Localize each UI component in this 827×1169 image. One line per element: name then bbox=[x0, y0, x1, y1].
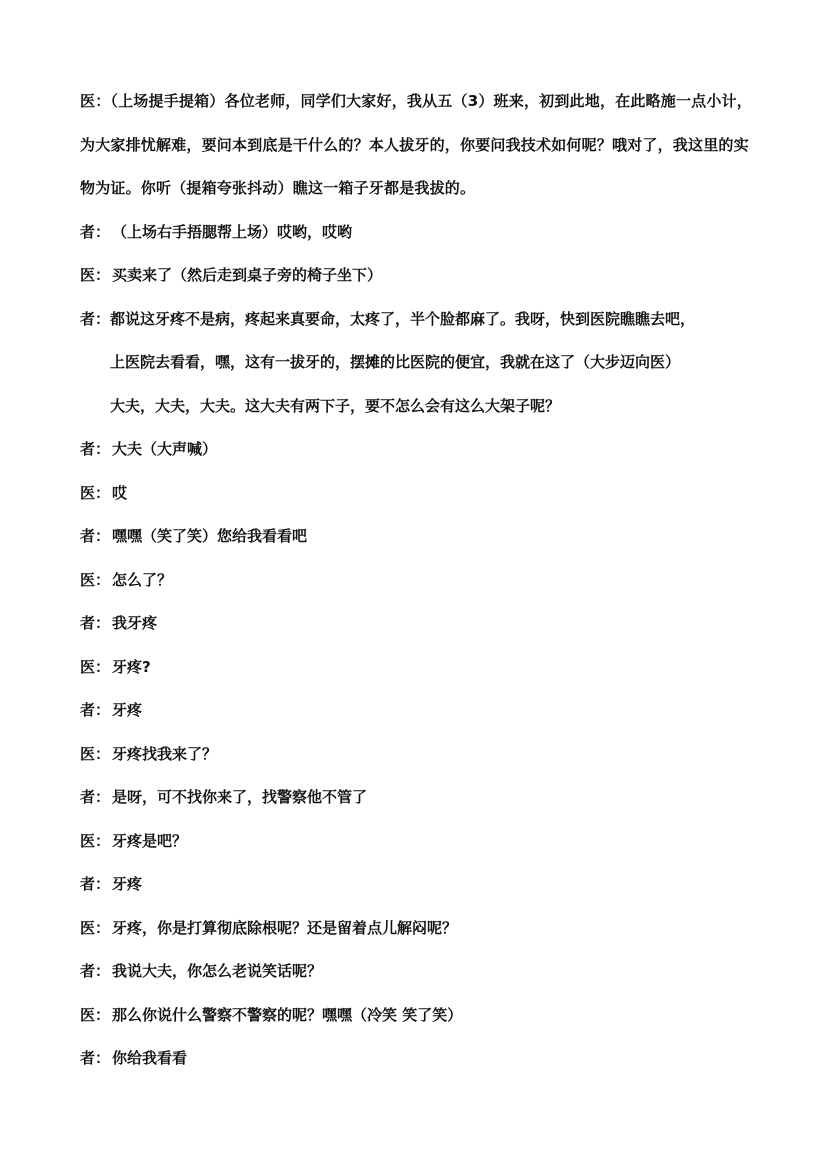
dialogue-line bbox=[80, 863, 760, 907]
speaker-label: 医： bbox=[80, 266, 111, 284]
speaker-label: 者： bbox=[80, 222, 111, 241]
line-text: 牙疼找我来了？ bbox=[112, 744, 218, 763]
speaker-label: 者： bbox=[80, 614, 111, 632]
speaker-label: 者： bbox=[80, 701, 111, 719]
speaker-label: 医： bbox=[80, 744, 111, 763]
line-text: 牙疼是吧？ bbox=[112, 831, 188, 850]
speaker-label: 医： bbox=[80, 1005, 111, 1024]
dialogue-line bbox=[80, 907, 760, 951]
line-text: 牙疼? bbox=[112, 657, 151, 676]
dialogue-line bbox=[80, 298, 760, 342]
speaker-label: 者： bbox=[80, 440, 111, 458]
line-text: 哎 bbox=[112, 483, 128, 502]
dialogue-line bbox=[80, 776, 760, 820]
line-text: 我说大夫，你怎么老说笑话呢？ bbox=[112, 962, 323, 980]
line-text: （上场右手捂腮帮上场）哎哟，哎哟 bbox=[112, 222, 353, 241]
dialogue-line bbox=[80, 559, 760, 603]
line-text: 是呀，可不找你来了，找警察他不管了 bbox=[112, 788, 368, 806]
dialogue-line bbox=[80, 211, 760, 255]
dialogue-line bbox=[80, 646, 760, 690]
speaker-label: 者： bbox=[80, 788, 111, 806]
continuation-line: 大夫，大夫，大夫。这大夫有两下子，要不怎么会有这么大架子呢？ bbox=[110, 396, 561, 415]
speaker-label: 医： bbox=[80, 570, 111, 589]
line-text: （上场提手提箱）各位老师，同学们大家好，我从五（3）班来，初到此地，在此略施一点小计，为大家排忧解难，要问本到底是干什么的？本人拔牙的，你要问我技术如何呢？哦对了，我这里的实物为证。你听（提箱夸张抖动）瞧这一箱子牙都是我拔的。 bbox=[80, 92, 752, 197]
speaker-label: 者： bbox=[80, 309, 111, 328]
speaker-label: 医： bbox=[80, 918, 111, 937]
dialogue-line bbox=[80, 254, 760, 298]
speaker-label: 者： bbox=[80, 962, 111, 980]
dialogue-line bbox=[80, 820, 760, 864]
dialogue-line bbox=[80, 515, 760, 559]
line-text: 嘿嘿（笑了笑）您给我看看吧 bbox=[112, 527, 308, 545]
line-text: 都说这牙疼不是病，疼起来真要命，太疼了，半个脸都麻了。我呀，快到医院瞧瞧去吧， bbox=[110, 309, 696, 328]
line-text: 牙疼，你是打算彻底除根呢？还是留着点儿解闷呢？ bbox=[112, 918, 458, 937]
line-text: 怎么了？ bbox=[112, 570, 173, 589]
speaker-label: 医： bbox=[80, 657, 111, 676]
script-page bbox=[80, 80, 760, 1081]
speaker-label: 医： bbox=[80, 92, 111, 110]
dialogue-line bbox=[80, 602, 760, 646]
line-text: 买卖来了（然后走到桌子旁的椅子坐下） bbox=[112, 266, 383, 284]
dialogue-list bbox=[80, 428, 760, 1081]
line-text: 你给我看看 bbox=[112, 1049, 188, 1067]
continuation-line: 上医院去看看，嘿，这有一拔牙的，摆摊的比医院的便宜，我就在这了（大步迈向医） bbox=[110, 353, 681, 371]
speaker-label: 医： bbox=[80, 483, 111, 502]
opening-paragraph bbox=[80, 80, 760, 211]
dialogue-line bbox=[80, 689, 760, 733]
dialogue-line bbox=[80, 733, 760, 777]
line-text: 牙疼 bbox=[112, 701, 143, 719]
line-text: 大夫（大声喊） bbox=[112, 440, 218, 458]
dialogue-line bbox=[80, 950, 760, 994]
speaker-label: 者： bbox=[80, 527, 111, 545]
line-text: 我牙疼 bbox=[112, 614, 158, 632]
dialogue-line bbox=[80, 428, 760, 472]
dialogue-line bbox=[80, 1037, 760, 1081]
speaker-label: 者： bbox=[80, 875, 111, 893]
speaker-label: 医： bbox=[80, 831, 111, 850]
line-text: 那么你说什么警察不警察的呢？嘿嘿（冷笑 笑了笑） bbox=[112, 1005, 463, 1024]
line-text: 牙疼 bbox=[112, 875, 143, 893]
dialogue-line bbox=[80, 472, 760, 516]
dialogue-line bbox=[80, 994, 760, 1038]
speaker-label: 者： bbox=[80, 1049, 111, 1067]
